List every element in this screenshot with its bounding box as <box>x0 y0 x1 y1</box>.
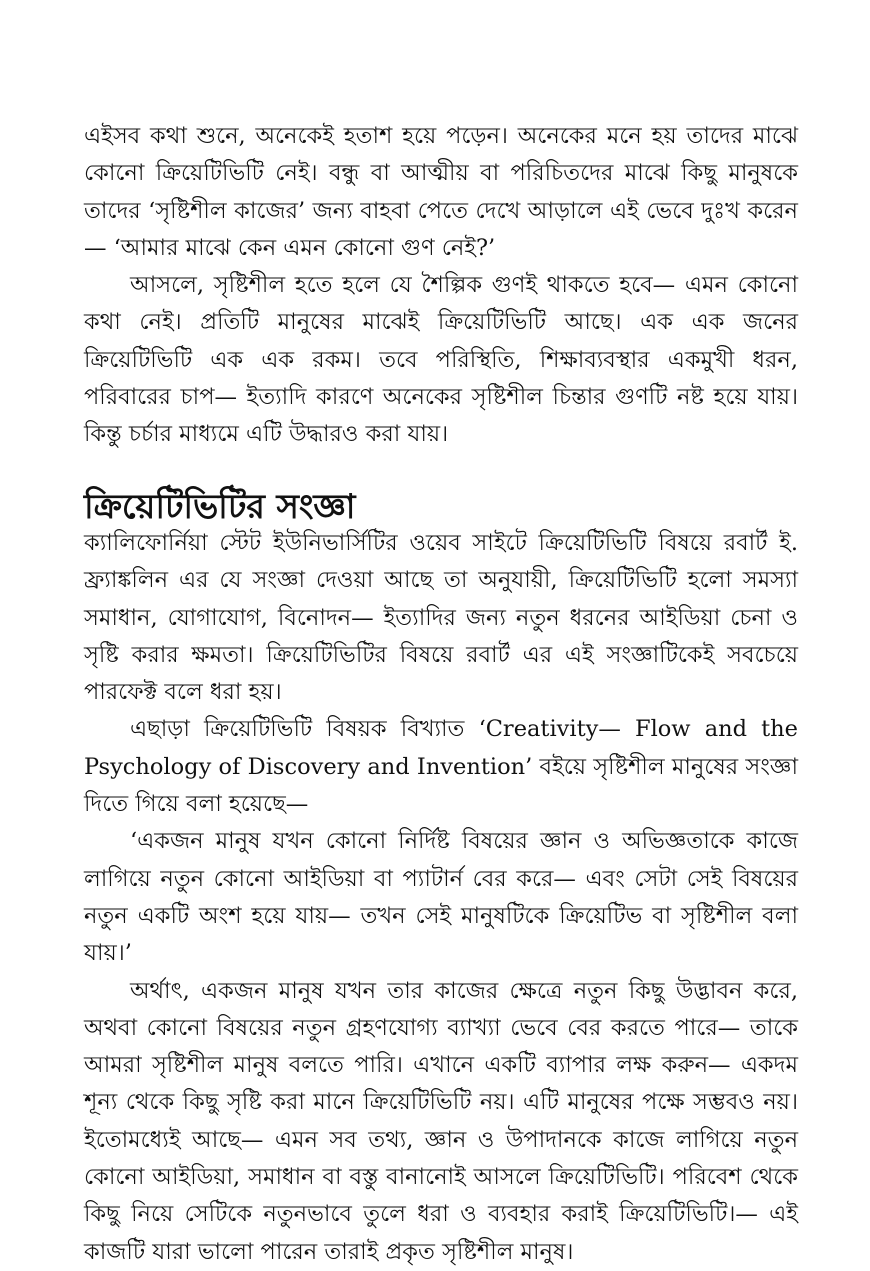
paragraph-4: এছাড়া ক্রিয়েটিভিটি বিষয়ক বিখ্যাত ‘Creativity— Flow and the Psychology of Discovery and Invention’ বইয়ে সৃষ্টিশীল মানুষের সংজ্ঞা দিতে গিয়ে বলা হয়েছে— <box>84 716 798 818</box>
paragraph-6: অর্থাৎ, একজন মানুষ যখন তার কাজের ক্ষেত্রে নতুন কিছু উদ্ভাবন করে, অথবা কোনো বিষয়ের নতুন গ্রহণযোগ্য ব্যাখ্যা ভেবে বের করতে পারে— তাকে আমরা সৃষ্টিশীল মানুষ বলতে পারি। এখানে একটি ব্যাপার লক্ষ করুন— একদম শূন্য থেকে কিছু সৃষ্টি করা মানে ক্রিয়েটিভিটি নয়। এটি মানুষের পক্ষে সম্ভবও নয়। ইতোমধ্যেই আছে— এমন সব তথ্য, জ্ঞান ও উপাদানকে কাজে লাগিয়ে নতুন কোনো আইডিয়া, সমাধান বা বস্তু বানানোই আসলে ক্রিয়েটিভিটি। পরিবেশ থেকে কিছু নিয়ে সেটিকে নতুনভাবে তুলে ধরা ও ব্যবহার করাই ক্রিয়েটিভিটি।— এই কাজটি যারা ভালো পারেন তারাই প্রকৃত সৃষ্টিশীল মানুষ। <box>84 977 798 1265</box>
book-page <box>84 118 798 1271</box>
paragraph-1: এইসব কথা শুনে, অনেকেই হতাশ হয়ে পড়েন। অনেকের মনে হয় তাদের মাঝে কোনো ক্রিয়েটিভিটি নেই। বন্ধু বা আত্মীয় বা পরিচিতদের মাঝে কিছু মানুষকে তাদের ‘সৃষ্টিশীল কাজের’ জন্য বাহবা পেতে দেখে আড়ালে এই ভেবে দুঃখ করেন— ‘আমার মাঝে কেন এমন কোনো গুণ নেই?’ <box>84 123 798 261</box>
paragraph-3: ক্যালিফোর্নিয়া স্টেট ইউনিভার্সিটির ওয়েব সাইটে ক্রিয়েটিভিটি বিষয়ে রবার্ট ই. ফ্র্যাঙ্কলিন এর যে সংজ্ঞা দেওয়া আছে তা অনুযায়ী, ক্রিয়েটিভিটি হলো সমস্যা সমাধান, যোগাযোগ, বিনোদন— ইত্যাদির জন্য নতুন ধরনের আইডিয়া চেনা ও সৃষ্টি করার ক্ষমতা। ক্রিয়েটিভিটির বিষয়ে রবার্ট এর এই সংজ্ঞাটিকেই সবচেয়ে পারফেক্ট বলে ধরা হয়। <box>84 529 798 706</box>
quote-paragraph: ‘একজন মানুষ যখন কোনো নির্দিষ্ট বিষয়ের জ্ঞান ও অভিজ্ঞতাকে কাজে লাগিয়ে নতুন কোনো আইডিয়া বা প্যাটার্ন বের করে— এবং সেটা সেই বিষয়ের নতুন একটি অংশ হয়ে যায়— তখন সেই মানুষটিকে ক্রিয়েটিভ বা সৃষ্টিশীল বলা যায়।’ <box>84 828 798 967</box>
section-heading: ক্রিয়েটিভিটির সংজ্ঞা <box>84 485 356 526</box>
paragraph-2: আসলে, সৃষ্টিশীল হতে হলে যে শৈল্পিক গুণই থাকতে হবে— এমন কোনো কথা নেই। প্রতিটি মানুষের মাঝেই ক্রিয়েটিভিটি আছে। এক এক জনের ক্রিয়েটিভিটি এক এক রকম। তবে পরিস্থিতি, শিক্ষাব্যবস্থার একমুখী ধরন, পরিবারের চাপ— ইত্যাদি কারণে অনেকের সৃষ্টিশীল চিন্তার গুণটি নষ্ট হয়ে যায়। কিন্তু চর্চার মাধ্যমে এটি উদ্ধারও করা যায়। <box>84 272 798 448</box>
section-gap <box>84 454 798 488</box>
